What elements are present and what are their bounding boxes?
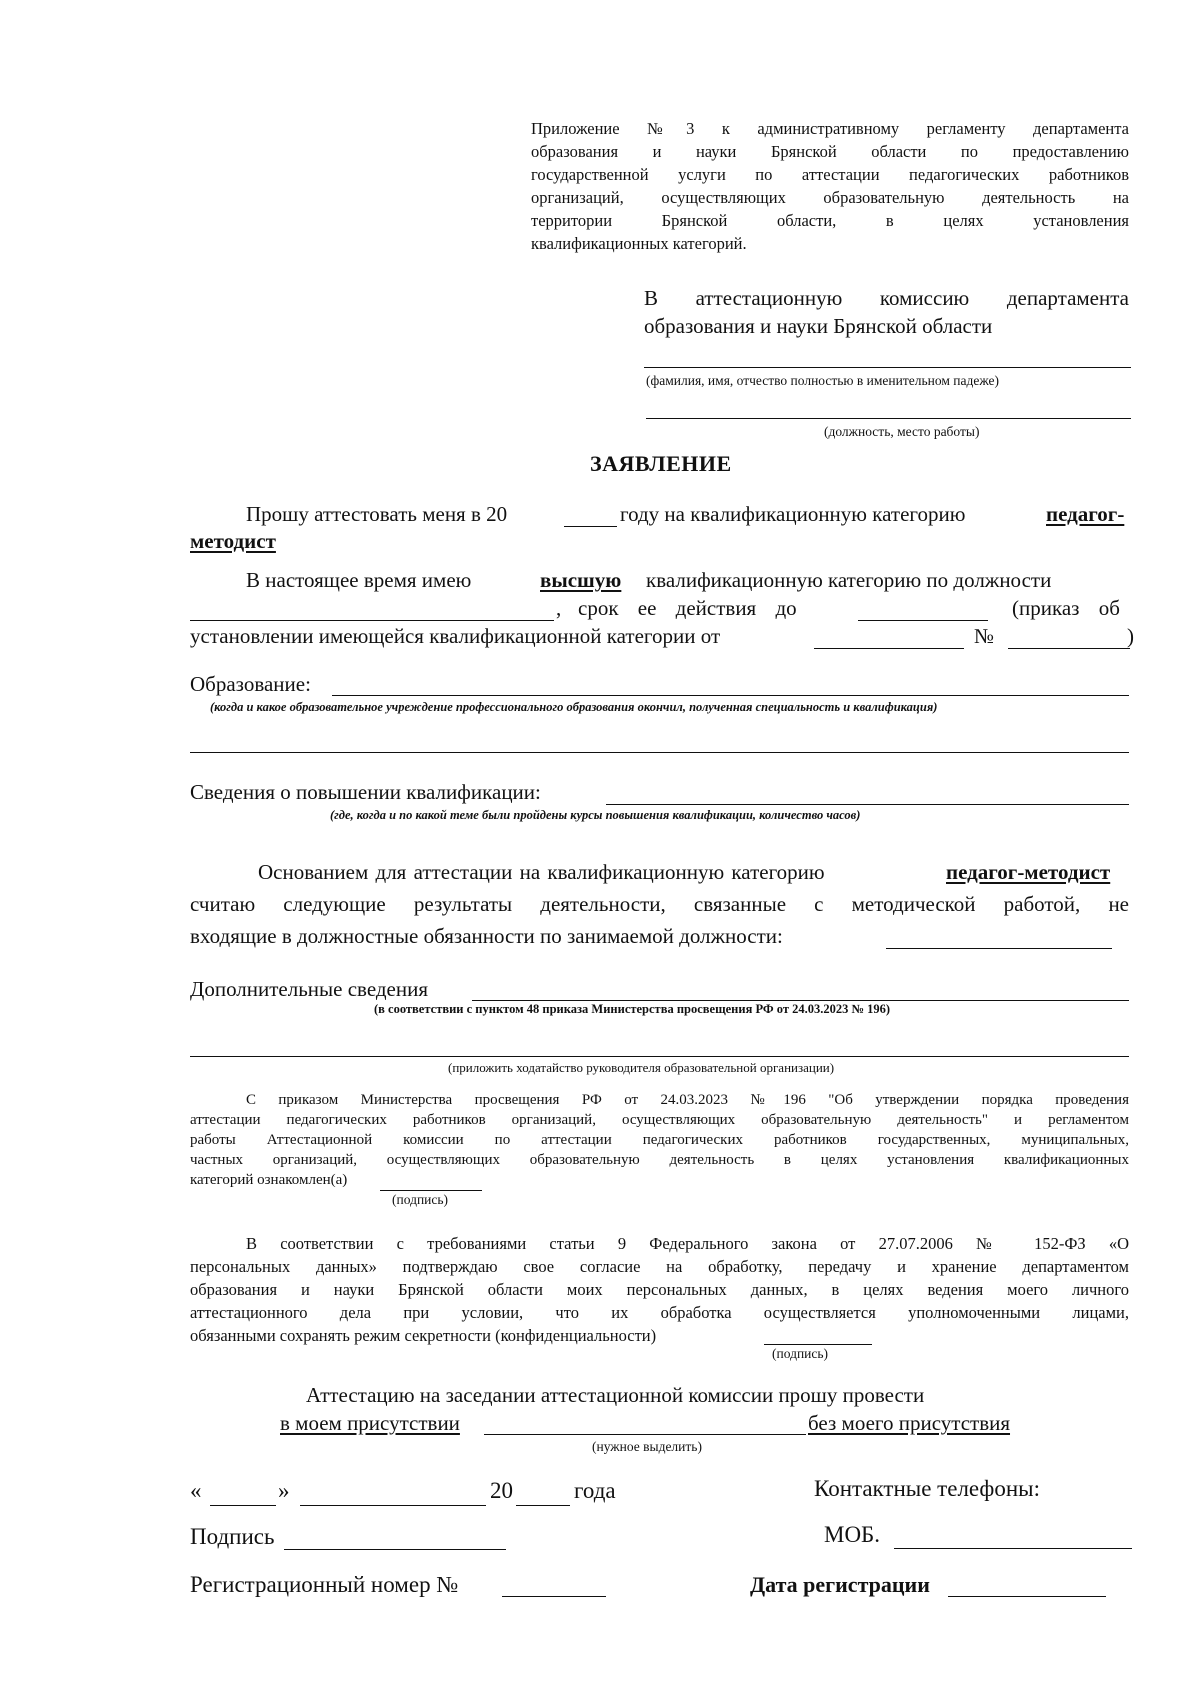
- position-field[interactable]: [646, 418, 1131, 419]
- order-ack-line: аттестации педагогических работников организаций, осуществляющих образовательную деятельность" и регламентом: [190, 1112, 1129, 1128]
- additional-caption: (в соответствии с пунктом 48 приказа Министерства просвещения РФ от 24.03.2023 № 196): [374, 1002, 891, 1016]
- signature-field[interactable]: [284, 1549, 506, 1550]
- presence-text: Аттестацию на заседании аттестационной комиссии прошу провести: [306, 1383, 925, 1407]
- order-ack-line: работы Аттестационной комиссии по аттестации педагогических работников государственных, муниципальных,: [190, 1132, 1129, 1148]
- mobile-label: МОБ.: [824, 1522, 881, 1547]
- additional-field-2[interactable]: [190, 1056, 1129, 1057]
- addressee-line: образования и науки Брянской области: [644, 314, 993, 338]
- consent-signature-field[interactable]: [764, 1344, 872, 1345]
- consent-line: аттестационного дела при условии, что их обработка осуществляется уполномоченными лицами,: [190, 1303, 1129, 1322]
- current-text: срок ее действия до: [578, 596, 797, 620]
- current-category: высшую: [540, 568, 622, 592]
- qualification-caption: (где, когда и по какой теме были пройдены курсы повышения квалификации, количество часов): [330, 808, 861, 822]
- additional-field[interactable]: [472, 1000, 1129, 1001]
- basis-text: считаю следующие результаты деятельности, связанные с методической работой, не: [190, 892, 1129, 916]
- basis-category: педагог-методист: [946, 860, 1111, 884]
- request-text: Прошу аттестовать меня в 20: [246, 502, 508, 526]
- current-text: квалификационную категорию по должности: [646, 568, 1052, 592]
- fio-field[interactable]: [644, 367, 1131, 368]
- request-category: педагог-: [1046, 502, 1125, 526]
- date-day-field[interactable]: [210, 1505, 276, 1506]
- basis-field[interactable]: [886, 948, 1112, 949]
- reg-number-field[interactable]: [502, 1596, 606, 1597]
- signature-label: Подпись: [190, 1524, 275, 1549]
- appendix-line: территории Брянской области, в целях установления: [531, 211, 1129, 230]
- mobile-phone-field[interactable]: [894, 1548, 1132, 1549]
- qualification-label: Сведения о повышении квалификации:: [190, 780, 541, 804]
- reg-number-label: Регистрационный номер №: [190, 1572, 459, 1597]
- consent-line: образования и науки Брянской области моих персональных данных, в целях ведения моего личного: [190, 1280, 1129, 1299]
- reg-date-label: Дата регистрации: [750, 1572, 930, 1597]
- order-ack-line: категорий ознакомлен(а): [190, 1172, 348, 1188]
- consent-line: обязанными сохранять режим секретности (конфиденциальности): [190, 1326, 657, 1345]
- position-name-field[interactable]: [190, 620, 554, 621]
- current-text: установлении имеющейся квалификационной категории от: [190, 624, 721, 648]
- order-number-field[interactable]: [1008, 648, 1130, 649]
- order-date-field[interactable]: [814, 648, 964, 649]
- education-label: Образование:: [190, 672, 311, 696]
- request-year-field[interactable]: [564, 526, 617, 527]
- education-caption: (когда и какое образовательное учреждение профессионального образования окончил, полученная специальность и квалификация): [210, 700, 938, 714]
- current-text: (приказ об: [1012, 596, 1120, 620]
- date-year-prefix: 20: [490, 1478, 513, 1503]
- request-category: методист: [190, 529, 276, 553]
- page-title: ЗАЯВЛЕНИЕ: [590, 451, 732, 476]
- order-ack-signature-field[interactable]: [380, 1190, 482, 1191]
- appendix-line: организаций, осуществляющих образовательную деятельность на: [531, 188, 1129, 207]
- consent-line: В соответствии с требованиями статьи 9 Федерального закона от 27.07.2006 № 152-ФЗ «О: [246, 1234, 1129, 1253]
- appendix-line: государственной услуги по аттестации педагогических работников: [531, 165, 1129, 184]
- additional-caption: (приложить ходатайство руководителя образовательной организации): [448, 1060, 835, 1075]
- current-text: №: [974, 624, 995, 648]
- basis-text: входящие в должностные обязанности по занимаемой должности:: [190, 924, 783, 948]
- appendix-line: квалификационных категорий.: [531, 234, 747, 253]
- date-year-suffix: года: [574, 1478, 616, 1503]
- fio-caption: (фамилия, имя, отчество полностью в именительном падеже): [646, 373, 999, 388]
- additional-label: Дополнительные сведения: [190, 977, 429, 1001]
- education-field-2[interactable]: [190, 752, 1129, 753]
- consent-line: персональных данных» подтверждаю свое согласие на обработку, передачу и хранение департаментом: [190, 1257, 1129, 1276]
- signature-caption: (подпись): [772, 1346, 829, 1361]
- signature-caption: (подпись): [392, 1192, 449, 1207]
- request-text: году на квалификационную категорию: [620, 502, 966, 526]
- basis-text: Основанием для аттестации на квалификационную категорию: [258, 860, 825, 884]
- current-text: ): [1127, 624, 1134, 648]
- order-ack-line: С приказом Министерства просвещения РФ от 24.03.2023 №196 "Об утверждении порядка проведения: [246, 1092, 1129, 1108]
- current-text: В настоящее время имею: [246, 568, 472, 592]
- term-date-field[interactable]: [858, 620, 988, 621]
- presence-option-present[interactable]: в моем присутствии: [280, 1411, 460, 1435]
- addressee-line: В аттестационную комиссию департамента: [644, 286, 1129, 310]
- position-caption: (должность, место работы): [824, 424, 980, 439]
- order-ack-line: частных организаций, осуществляющих образовательную деятельность в целях установления квалификационных: [190, 1152, 1129, 1168]
- presence-option-absent[interactable]: без моего присутствия: [808, 1411, 1011, 1435]
- date-quote: »: [278, 1478, 290, 1503]
- contacts-label: Контактные телефоны:: [814, 1476, 1040, 1501]
- presence-divider: [484, 1434, 806, 1435]
- presence-caption: (нужное выделить): [592, 1439, 702, 1454]
- date-quote: «: [190, 1478, 202, 1503]
- appendix-line: образования и науки Брянской области по предоставлению: [531, 142, 1129, 161]
- appendix-line: Приложение №3 к административному регламенту департамента: [531, 119, 1129, 138]
- date-month-field[interactable]: [300, 1505, 486, 1506]
- education-field[interactable]: [332, 695, 1129, 696]
- current-text: ,: [556, 596, 562, 620]
- reg-date-field[interactable]: [948, 1596, 1106, 1597]
- date-year-field[interactable]: [516, 1505, 570, 1506]
- qualification-field[interactable]: [606, 804, 1129, 805]
